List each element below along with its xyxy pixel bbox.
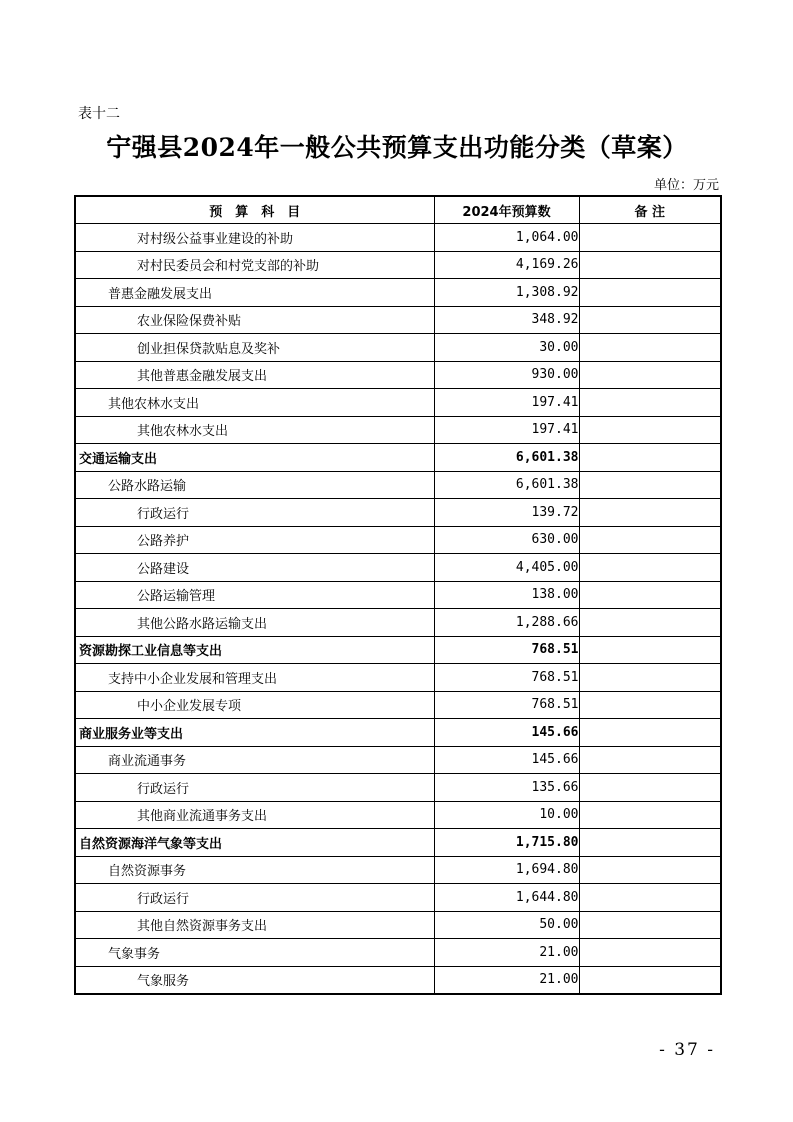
subject-cell: 行政运行	[75, 774, 434, 802]
amount-cell: 138.00	[434, 581, 579, 609]
column-header-note: 备 注	[579, 196, 721, 224]
amount-cell: 197.41	[434, 416, 579, 444]
amount-cell: 197.41	[434, 389, 579, 417]
note-cell	[579, 719, 721, 747]
table-row	[75, 719, 721, 747]
table-row	[75, 499, 721, 527]
subject-cell: 其他农林水支出	[75, 389, 434, 417]
note-cell	[579, 801, 721, 829]
subject-cell: 对村民委员会和村党支部的补助	[75, 251, 434, 279]
column-header-subject: 预 算 科 目	[75, 196, 434, 224]
table-row	[75, 251, 721, 279]
note-cell	[579, 444, 721, 472]
subject-cell: 公路水路运输	[75, 471, 434, 499]
amount-cell: 348.92	[434, 306, 579, 334]
table-row	[75, 526, 721, 554]
amount-cell: 1,715.80	[434, 829, 579, 857]
amount-cell: 10.00	[434, 801, 579, 829]
unit-label: 单位：万元	[653, 178, 719, 193]
amount-cell: 145.66	[434, 719, 579, 747]
note-cell	[579, 856, 721, 884]
subject-cell: 创业担保贷款贴息及奖补	[75, 334, 434, 362]
subject-cell: 普惠金融发展支出	[75, 279, 434, 307]
note-cell	[579, 636, 721, 664]
amount-cell: 1,694.80	[434, 856, 579, 884]
subject-cell: 自然资源海洋气象等支出	[75, 829, 434, 857]
amount-cell: 135.66	[434, 774, 579, 802]
column-header-budget: 2024年预算数	[434, 196, 579, 224]
amount-cell: 145.66	[434, 746, 579, 774]
subject-cell: 其他农林水支出	[75, 416, 434, 444]
table-row	[75, 856, 721, 884]
subject-cell: 农业保险保费补贴	[75, 306, 434, 334]
amount-cell: 1,288.66	[434, 609, 579, 637]
page-number: - 37 -	[659, 1040, 715, 1060]
note-cell	[579, 389, 721, 417]
amount-cell: 21.00	[434, 939, 579, 967]
table-row	[75, 664, 721, 692]
table-row	[75, 691, 721, 719]
amount-cell: 768.51	[434, 691, 579, 719]
table-header-row	[75, 196, 721, 224]
subject-cell: 公路运输管理	[75, 581, 434, 609]
table-row	[75, 306, 721, 334]
note-cell	[579, 471, 721, 499]
subject-cell: 其他自然资源事务支出	[75, 911, 434, 939]
table-row	[75, 471, 721, 499]
amount-cell: 768.51	[434, 636, 579, 664]
subject-cell: 商业流通事务	[75, 746, 434, 774]
note-cell	[579, 829, 721, 857]
table-row	[75, 334, 721, 362]
note-cell	[579, 691, 721, 719]
note-cell	[579, 279, 721, 307]
subject-cell: 其他商业流通事务支出	[75, 801, 434, 829]
subject-cell: 其他普惠金融发展支出	[75, 361, 434, 389]
table-row	[75, 829, 721, 857]
note-cell	[579, 554, 721, 582]
amount-cell: 6,601.38	[434, 444, 579, 472]
note-cell	[579, 939, 721, 967]
subject-cell: 支持中小企业发展和管理支出	[75, 664, 434, 692]
amount-cell: 1,644.80	[434, 884, 579, 912]
amount-cell: 768.51	[434, 664, 579, 692]
table-row	[75, 361, 721, 389]
table-row	[75, 911, 721, 939]
table-row	[75, 774, 721, 802]
note-cell	[579, 334, 721, 362]
table-row	[75, 581, 721, 609]
table-row	[75, 224, 721, 252]
note-cell	[579, 884, 721, 912]
table-row	[75, 609, 721, 637]
amount-cell: 30.00	[434, 334, 579, 362]
page-title: 宁强县2024年一般公共预算支出功能分类（草案）	[106, 133, 688, 162]
table-row	[75, 801, 721, 829]
table-row	[75, 389, 721, 417]
note-cell	[579, 911, 721, 939]
note-cell	[579, 361, 721, 389]
subject-cell: 自然资源事务	[75, 856, 434, 884]
table-row	[75, 746, 721, 774]
table-row	[75, 966, 721, 994]
note-cell	[579, 966, 721, 994]
note-cell	[579, 746, 721, 774]
subject-cell: 对村级公益事业建设的补助	[75, 224, 434, 252]
subject-cell: 行政运行	[75, 499, 434, 527]
subject-cell: 其他公路水路运输支出	[75, 609, 434, 637]
table-row	[75, 444, 721, 472]
subject-cell: 商业服务业等支出	[75, 719, 434, 747]
note-cell	[579, 581, 721, 609]
table-body	[75, 224, 721, 994]
table-row	[75, 884, 721, 912]
subject-cell: 公路养护	[75, 526, 434, 554]
budget-table	[74, 195, 722, 995]
note-cell	[579, 609, 721, 637]
note-cell	[579, 251, 721, 279]
amount-cell: 4,169.26	[434, 251, 579, 279]
amount-cell: 1,064.00	[434, 224, 579, 252]
table-row	[75, 554, 721, 582]
amount-cell: 4,405.00	[434, 554, 579, 582]
table-row	[75, 416, 721, 444]
note-cell	[579, 526, 721, 554]
table-row	[75, 279, 721, 307]
note-cell	[579, 499, 721, 527]
subject-cell: 公路建设	[75, 554, 434, 582]
subject-cell: 交通运输支出	[75, 444, 434, 472]
subject-cell: 中小企业发展专项	[75, 691, 434, 719]
table-label: 表十二	[78, 106, 120, 122]
table-row	[75, 939, 721, 967]
note-cell	[579, 224, 721, 252]
note-cell	[579, 416, 721, 444]
note-cell	[579, 664, 721, 692]
amount-cell: 6,601.38	[434, 471, 579, 499]
subject-cell: 资源勘探工业信息等支出	[75, 636, 434, 664]
subject-cell: 气象事务	[75, 939, 434, 967]
subject-cell: 行政运行	[75, 884, 434, 912]
table-row	[75, 636, 721, 664]
amount-cell: 630.00	[434, 526, 579, 554]
note-cell	[579, 774, 721, 802]
amount-cell: 139.72	[434, 499, 579, 527]
amount-cell: 930.00	[434, 361, 579, 389]
amount-cell: 21.00	[434, 966, 579, 994]
note-cell	[579, 306, 721, 334]
amount-cell: 50.00	[434, 911, 579, 939]
amount-cell: 1,308.92	[434, 279, 579, 307]
subject-cell: 气象服务	[75, 966, 434, 994]
